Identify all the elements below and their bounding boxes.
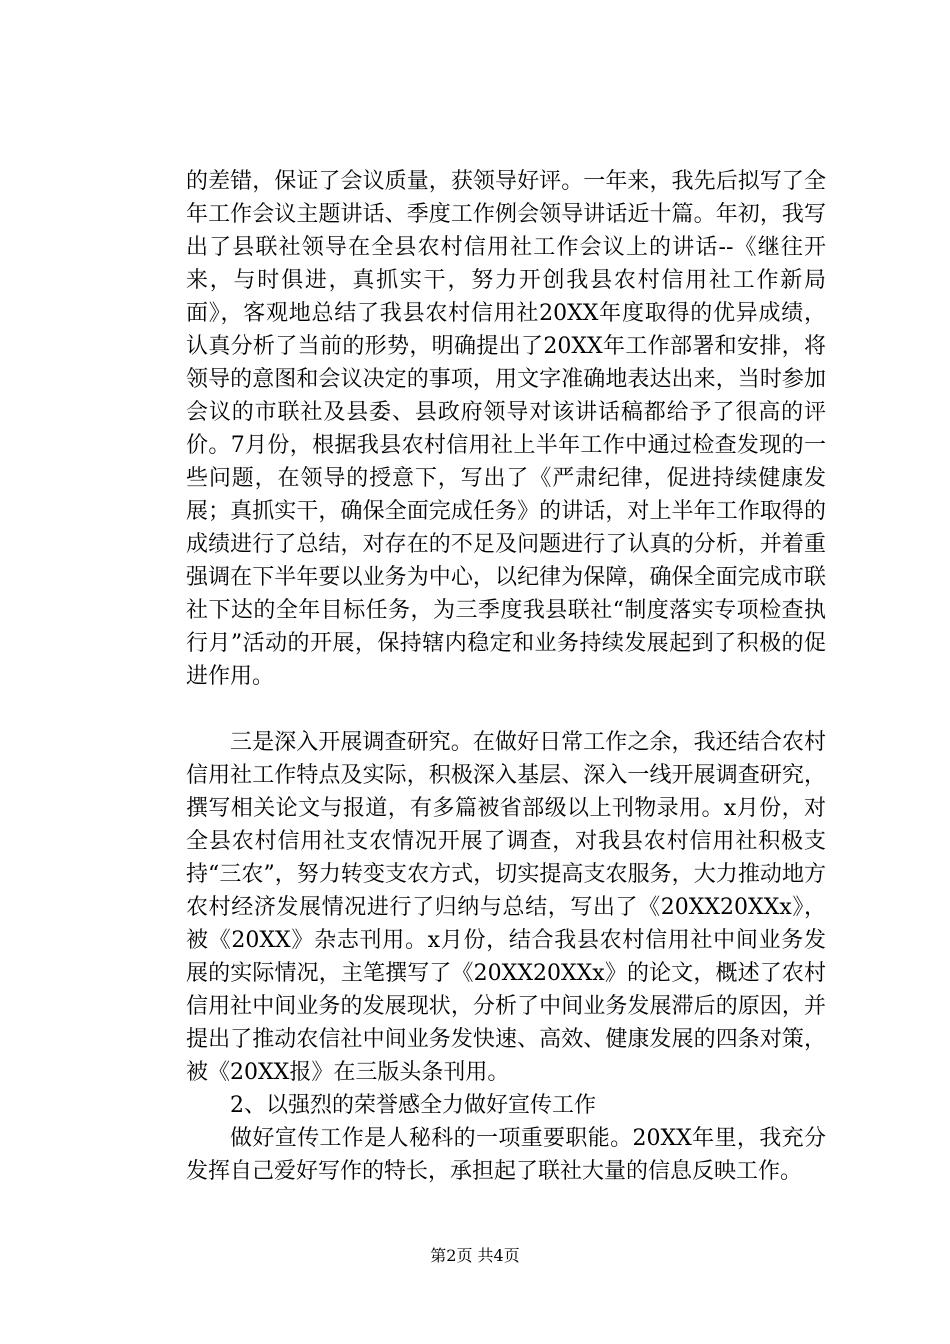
section-heading-publicity: 2、以强烈的荣誉感全力做好宣传工作 — [230, 1093, 596, 1118]
document-body — [186, 165, 826, 1188]
paragraph-publicity: 做好宣传工作是人秘科的一项重要职能。20XX年里，我充分发挥自己爱好写作的特长，承担起了联社大量的信息反映工作。 — [186, 1126, 826, 1184]
paragraph-research: 三是深入开展调查研究。在做好日常工作之余，我还结合农村信用社工作特点及实际，积极深入基层、深入一线开展调查研究，撰写相关论文与报道，有多篇被省部级以上刊物录用。x月份，对全县农村信用社支农情况开展了调查，对我县农村信用社积极支持“三农”，努力转变支农方式，切实提高支农服务，大力推动地方农村经济发展情况进行了归纳与总结，写出了《20XX20XXx》，被《20XX》杂志刊用。x月份，结合我县农村信用社中间业务发展的实际情况，主笔撰写了《20XX20XXx》的论文，概述了农村信用社中间业务的发展现状，分析了中间业务发展滞后的原因，并提出了推动农信社中间业务发快速、高效、健康发展的四条对策，被《20XX报》在三版头条刊用。 — [186, 730, 826, 1085]
paragraph-speech-drafting: 的差错，保证了会议质量，获领导好评。一年来，我先后拟写了全年工作会议主题讲话、季度工作例会领导讲话近十篇。年初，我写出了县联社领导在全县农村信用社工作会议上的讲话--《继往开来，与时俱进，真抓实干，努力开创我县农村信用社工作新局面》，客观地总结了我县农村信用社20XX年度取得的优异成绩，认真分析了当前的形势，明确提出了20XX年工作部署和安排，将领导的意图和会议决定的事项，用文字准确地表达出来，当时参加会议的市联社及县委、县政府领导对该讲话稿都给予了很高的评价。7月份，根据我县农村信用社上半年工作中通过检查发现的一些问题，在领导的授意下，写出了《严肃纪律，促进持续健康发展；真抓实干，确保全面完成任务》的讲话，对上半年工作取得的成绩进行了总结，对存在的不足及问题进行了认真的分析，并着重强调在下半年要以业务为中心，以纪律为保障，确保全面完成市联社下达的全年目标任务，为三季度我县联社“制度落实专项检查执行月”活动的开展，保持辖内稳定和业务持续发展起到了积极的促进作用。 — [186, 169, 826, 689]
page-number-footer: 第2页 共4页 — [430, 1246, 520, 1265]
